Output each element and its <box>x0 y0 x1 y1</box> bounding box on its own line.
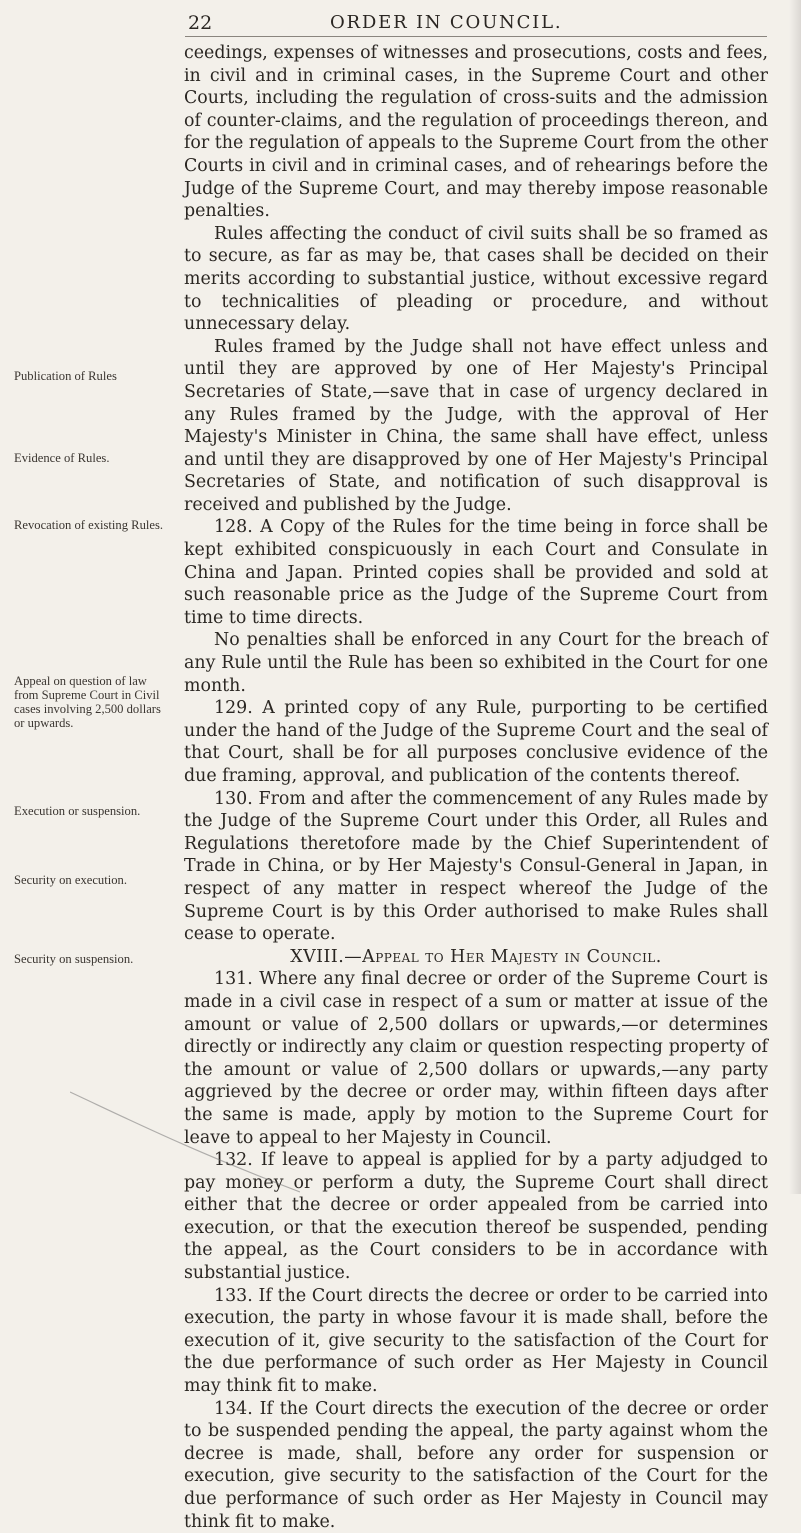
body-text <box>184 42 768 1533</box>
page-edge-shadow <box>789 0 801 1194</box>
paragraph-continued: ceedings, expenses of witnesses and prosecutions, costs and fees, in civil and in criminal cases, in the Supreme Court and other Courts, including the regulation of cross-suits and the admission of counter-claims, and the regulation of proceedings thereon, and for the regulation of appeals to the Supreme Court from the other Courts in civil and in criminal cases, and of rehearings before the Judge of the Supreme Court, and may thereby impose reasonable penalties. <box>184 43 768 222</box>
margin-note-publication: Publication of Rules <box>14 369 117 383</box>
paragraph-rules-affecting: Rules affecting the conduct of civil suits shall be so framed as to secure, as far as may be, that cases shall be decided on their merits according to substantial justice, without excessive regard to technicalities of pleading or procedure, and without unnecessary delay. <box>184 223 768 335</box>
scan-artifact-line <box>70 1090 300 1194</box>
section-heading: XVIII.—Appeal to Her Majesty in Council. <box>290 946 662 967</box>
paragraph-134: 134. If the Court directs the execution of the decree or order to be suspended pending the appeal, the party against whom the decree is made, shall, before any order for suspension or execution, give security to the satisfaction of the Court for the due performance of such order as Her Majesty in Council may think fit to make. <box>184 1398 768 1532</box>
paragraph-131: 131. Where any final decree or order of the Supreme Court is made in a civil case in respect of a sum or matter at issue of the amount or value of 2,500 dollars or upwards,—or determines directly or indirectly any claim or question respecting property of the amount or value of 2,500 dollars or upwards,—any party aggrieved by the decree or order may, within fifteen days after the same is made, apply by motion to the Supreme Court for leave to appeal to her Majesty in Council. <box>184 969 768 1148</box>
margin-note-security-execution: Security on execution. <box>14 873 127 887</box>
page-number: 22 <box>188 12 213 34</box>
paragraph-132: 132. If leave to appeal is applied for by a party adjudged to pay money or perform a duty, the Supreme Court shall direct either that the decree or order appealed from be carried into execution, or that the execution thereof be suspended, pending the appeal, as the Court considers to be in accordance with substantial justice. <box>184 1150 768 1284</box>
header-rule <box>185 36 767 37</box>
paragraph-133: 133. If the Court directs the decree or order to be carried into execution, the party in whose favour it is made shall, before the execution of it, give security to the satisfaction of the Court for the due performance of such order as Her Majesty in Council may think fit to make. <box>184 1285 768 1397</box>
margin-note-revocation: Revocation of existing Rules. <box>14 518 164 532</box>
paragraph-no-penalties: No penalties shall be enforced in any Court for the breach of any Rule until the Rule has been so exhibited in the Court for one month. <box>184 630 768 696</box>
running-title: ORDER IN COUNCIL. <box>330 12 563 33</box>
paragraph-128: 128. A Copy of the Rules for the time being in force shall be kept exhibited conspicuously in each Court and Consulate in China and Japan. Printed copies shall be provided and sold at such reasonable price as the Judge of the Supreme Court from time to time directs. <box>184 517 768 628</box>
margin-note-execution: Execution or suspension. <box>14 804 141 818</box>
margin-note-appeal: Appeal on question of law from Supreme Court in Civil cases involving 2,500 dollars or upwards. <box>14 674 161 730</box>
margin-note-evidence: Evidence of Rules. <box>14 451 110 465</box>
paragraph-130: 130. From and after the commencement of any Rules made by the Judge of the Supreme Court under this Order, all Rules and Regulations theretofore made by the Chief Superintendent of Trade in China, or by Her Majesty's Consul-General in Japan, in respect of any matter in respect whereof the Judge of the Supreme Court is by this Order authorised to make Rules shall cease to operate. <box>184 788 768 945</box>
paragraph-129: 129. A printed copy of any Rule, purporting to be certified under the hand of the Judge of the Supreme Court and the seal of that Court, shall be for all purposes conclusive evidence of the due framing, approval, and publication of the contents thereof. <box>184 698 768 786</box>
margin-note-security-suspension: Security on suspension. <box>14 952 134 966</box>
paragraph-rules-framed: Rules framed by the Judge shall not have effect unless and until they are approved by one of Her Majesty's Principal Secretaries of State,—save that in case of urgency declared in any Rules framed by the Judge, with the approval of Her Majesty's Minister in China, the same shall have effect, unless and until they are disapproved by one of Her Majesty's Principal Secretaries of State, and notification of such disapproval is received and published by the Judge. <box>184 336 768 515</box>
